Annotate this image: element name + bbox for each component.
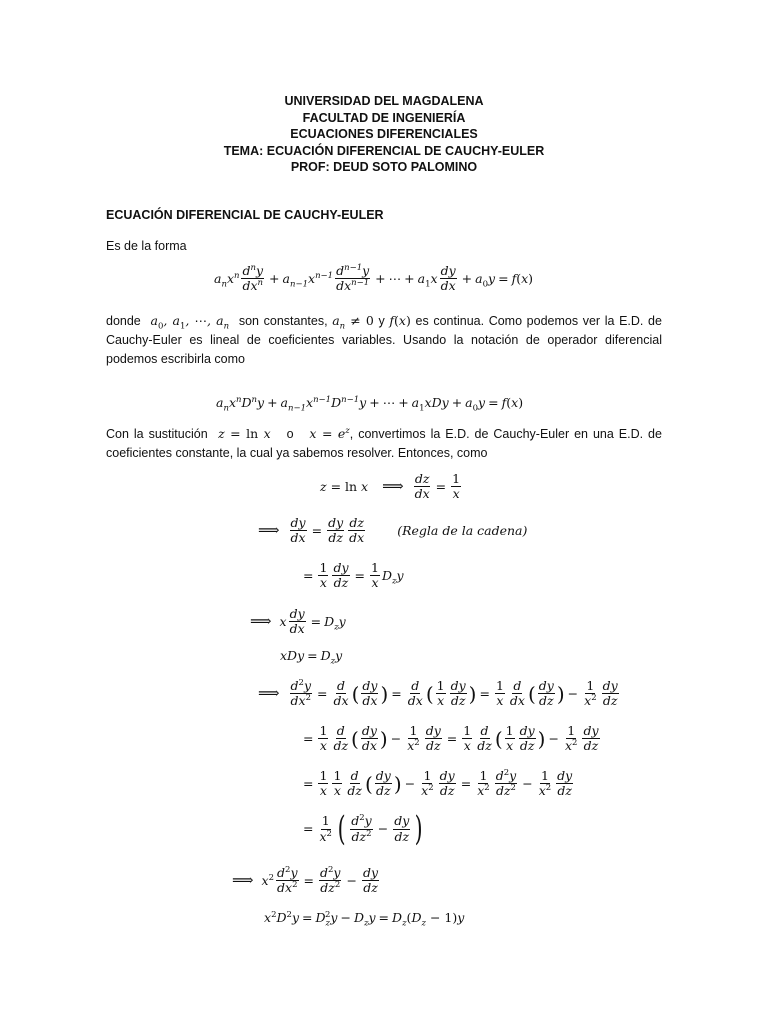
equation-operator-D2: $x^2D^2y$ = $D_z^2y$ − $D_zy$ = $D_z(D_z - 1)y$	[264, 909, 465, 929]
math-fx: f(x)	[389, 313, 411, 328]
para2-text-1: Con la sustitución	[106, 427, 208, 441]
equation-second-derivative-3: = $\frac{1}{x}$ $\frac{1}{x}$ $\frac{d}{dz}$ ( $\frac{dy}{dz}$ ) − $\frac{1}{x^2}$ $\frac{dy}{dz}$ = $\frac{1}{x^2}$ $\frac{d^2y}{dz^2}$ − $\frac{1}{x^2}$ $\frac{dy}{dz}$	[303, 767, 573, 799]
equation-dz-dx: z = ln x ⟹ $\frac{dz}{dx}$ = $\frac{1}{x}$	[320, 471, 461, 502]
paragraph-substitution	[106, 425, 662, 463]
equation-x-dy-dx: ⟹ x $\frac{dy}{dx}$ = $D_zy$	[250, 606, 346, 637]
equation-second-derivative-1: ⟹ $\frac{d^2y}{dx^2}$ = $\frac{d}{dx}$ ( $\frac{dy}{dx}$ ) = $\frac{d}{dx}$ ( $\frac{1}{x}$ $\frac{dy}{dz}$ ) = $\frac{1}{x}$ $\frac{d}{dx}$ ( $\frac{dy}{dz}$ ) − $\frac{1}{x^2}$ $\frac{dy}{dz}$	[258, 677, 618, 709]
math-an-nonzero: $a_n \ne 0$	[332, 313, 374, 332]
para1-text-3: y	[378, 314, 385, 328]
equation-operator-form: $a_nx^nD^ny$ + $a_{n-1}x^{n-1}D^{n-1}y$ + ⋯ + $a_1xDy$ + $a_0y$ = f(x)	[216, 394, 524, 414]
equation-dy-dx-dz: = $\frac{1}{x}$ $\frac{dy}{dz}$ = $\frac{1}{x}$ $D_zy$	[303, 560, 404, 591]
para1-text-2: son constantes,	[238, 314, 328, 328]
course-name: ECUACIONES DIFERENCIALES	[290, 127, 478, 142]
para1-text-1: donde	[106, 314, 141, 328]
university-name: UNIVERSIDAD DEL MAGDALENA	[284, 94, 484, 108]
professor-name: PROF: DEUD SOTO PALOMINO	[290, 160, 478, 175]
faculty-name: FACULTAD DE INGENIERÍA	[302, 110, 466, 125]
math-z-ln-x: z = ln x	[212, 426, 282, 441]
equation-chain-rule: ⟹ $\frac{dy}{dx}$ = $\frac{dy}{dz}$ $\frac{dz}{dx}$ (Regla de la cadena)	[258, 515, 528, 546]
section-title: ECUACIÓN DIFERENCIAL DE CAUCHY-EULER	[106, 208, 384, 222]
equation-xDy: xDy = $D_zy$	[280, 648, 343, 667]
equation-second-derivative-4: = $\frac{1}{x^2}$ ( $\frac{d^2y}{dz^2}$ − $\frac{dy}{dz}$ )	[303, 809, 423, 849]
math-coefficients: $a_0$, $a_1$, ⋯, $a_n$	[145, 313, 230, 332]
equation-general-form: $a_nx^n$ $\frac{d^ny}{dx^n}$ + $a_{n-1}x^{n-1}$ $\frac{d^{n-1}y}{dx^{n-1}}$ + ⋯ + $a_1x$ $\frac{dy}{dx}$ + $a_0y$ = f(x)	[214, 262, 534, 294]
para1-text-4: es continua. Como podemos ver la E.D. de Cauchy-Euler es lineal de coeficientes variables. Usando la notación de operador diferencial podemos escribirla como	[106, 314, 662, 366]
para2-text-3: , convertimos la E.D. de Cauchy-Euler en una E.D. de coeficientes constante, la cual ya sabemos resolver. Entonces, como	[106, 427, 662, 460]
chain-rule-note: (Regla de la cadena)	[397, 522, 528, 538]
math-x-exp-z: $x = e^z$	[298, 425, 350, 441]
intro-text: Es de la forma	[106, 239, 187, 253]
para2-text-2: o	[286, 427, 294, 441]
document-header	[0, 93, 768, 176]
topic-title: TEMA: ECUACIÓN DIFERENCIAL DE CAUCHY-EULER	[223, 143, 545, 158]
paragraph-description	[106, 312, 662, 369]
equation-x2-second-derivative: ⟹ $x^2$ $\frac{d^2y}{dx^2}$ = $\frac{d^2y}{dz^2}$ − $\frac{dy}{dz}$	[232, 864, 379, 896]
equation-second-derivative-2: = $\frac{1}{x}$ $\frac{d}{dz}$ ( $\frac{dy}{dx}$ ) − $\frac{1}{x^2}$ $\frac{dy}{dz}$ = $\frac{1}{x}$ $\frac{d}{dz}$ ( $\frac{1}{x}$ $\frac{dy}{dz}$ ) − $\frac{1}{x^2}$ $\frac{dy}{dz}$	[303, 723, 599, 754]
